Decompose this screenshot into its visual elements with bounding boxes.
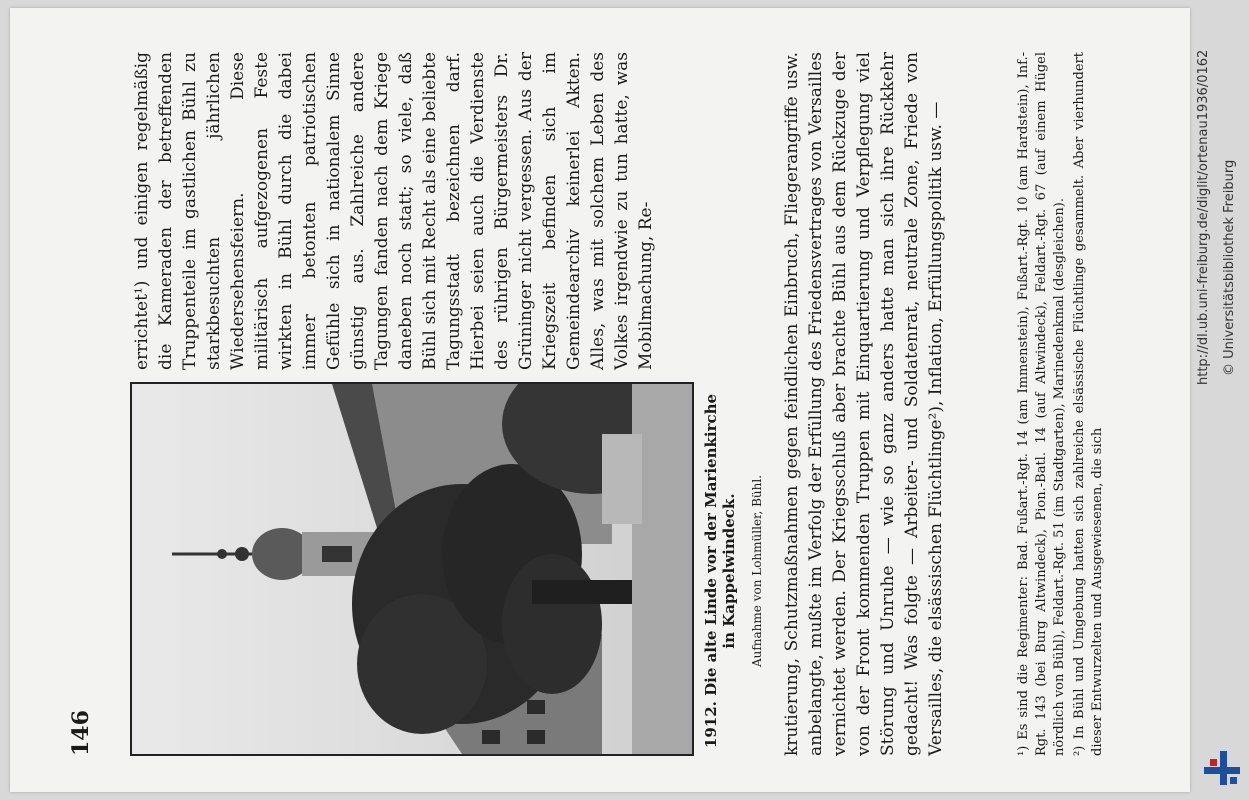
ub-freiburg-logo-icon: [1200, 745, 1244, 789]
body-text-full-width: krutierung, Schutzmaßnahmen gegen feindlichen Einbruch, Fliegerangriffe usw. anbelangte, mußte im Verfolg der Erfüllung des Friedensvertrages von Versailles vernichtet werden. Der Kriegsschluß aber brachte Bühl aus dem Rückzuge der von der Front kommenden Truppen mit Einquartierung und Verpflegung viel Störung und Unruhe — wie so ganz anders hatte man sich ihre Rückkehr gedacht! Was folgte — Arbeiter- und Soldatenrat, neutrale Zone, Friede von Versailles, die elsässischen Flüchtlinge²), Inflation, Erfüllungspolitik usw. —: [782, 52, 946, 756]
footnotes: [1015, 52, 1109, 756]
photo-caption: [702, 386, 766, 756]
scanned-page: [10, 8, 1190, 792]
photo-illustration: [132, 384, 692, 754]
rotated-page-content: [40, 20, 1160, 780]
footnote-1: ¹) Es sind die Regimenter: Bad. Fußart.-Rgt. 14 (am Immenstein), Fußart.-Rgt. 10 (am Hardstein), Inf.-Rgt. 143 (bei Burg Altwindeck), Pion.-Batl. 14 (auf Altwindeck), Feldart.-Rgt. 67 (auf einem Hügel nördlich von Bühl), Feldart.-Rgt. 51 (im Stadtgarten), Marinedenkmal (desgleichen).: [1016, 52, 1067, 756]
church-linden-photo: [130, 382, 694, 756]
footnote-2: ²) In Bühl und Umgebung hatten sich zahlreiche elsässische Flüchtlinge gesammelt. Aber vierhundert dieser Entwurzelten und Ausgewiesenen, die sich: [1072, 52, 1105, 756]
caption-title: 1912. Die alte Linde vor der Marienkirche in Kappelwindeck.: [702, 393, 738, 749]
page-number: 146: [68, 710, 94, 756]
body-text-column: errichtet¹) und einigen regelmäßig die Kameraden der betreffenden Truppenteile im gastlichen Bühl zu starkbesuchten jährlichen Wiedersehensfeiern. Diese militärisch aufgezogenen Feste wirkten in Bühl durch die dabei immer betonten patriotischen Gefühle sich in nationalem Sinne günstig aus. Zahlreiche andere Tagungen fanden nach dem Kriege daneben noch statt; so viele, daß Bühl sich mit Recht als eine beliebte Tagungsstadt bezeichnen darf. Hierbei seien auch die Verdienste des rührigen Bürgermeisters Dr. Grüninger nicht vergessen. Aus der Kriegszeit befinden sich im Gemeindearchiv keinerlei Akten. Alles, was mit solchem Leben des Volkes irgendwie zu tun hatte, was Mobilmachung, Re-: [132, 52, 656, 370]
copyright-watermark: © Universitätsbibliothek Freiburg: [1222, 159, 1237, 376]
source-url-watermark[interactable]: http://dl.ub.uni-freiburg.de/diglit/ortenau1936/0162: [1196, 49, 1211, 385]
photo-credit: Aufnahme von Lohmüller, Bühl.: [750, 474, 764, 668]
